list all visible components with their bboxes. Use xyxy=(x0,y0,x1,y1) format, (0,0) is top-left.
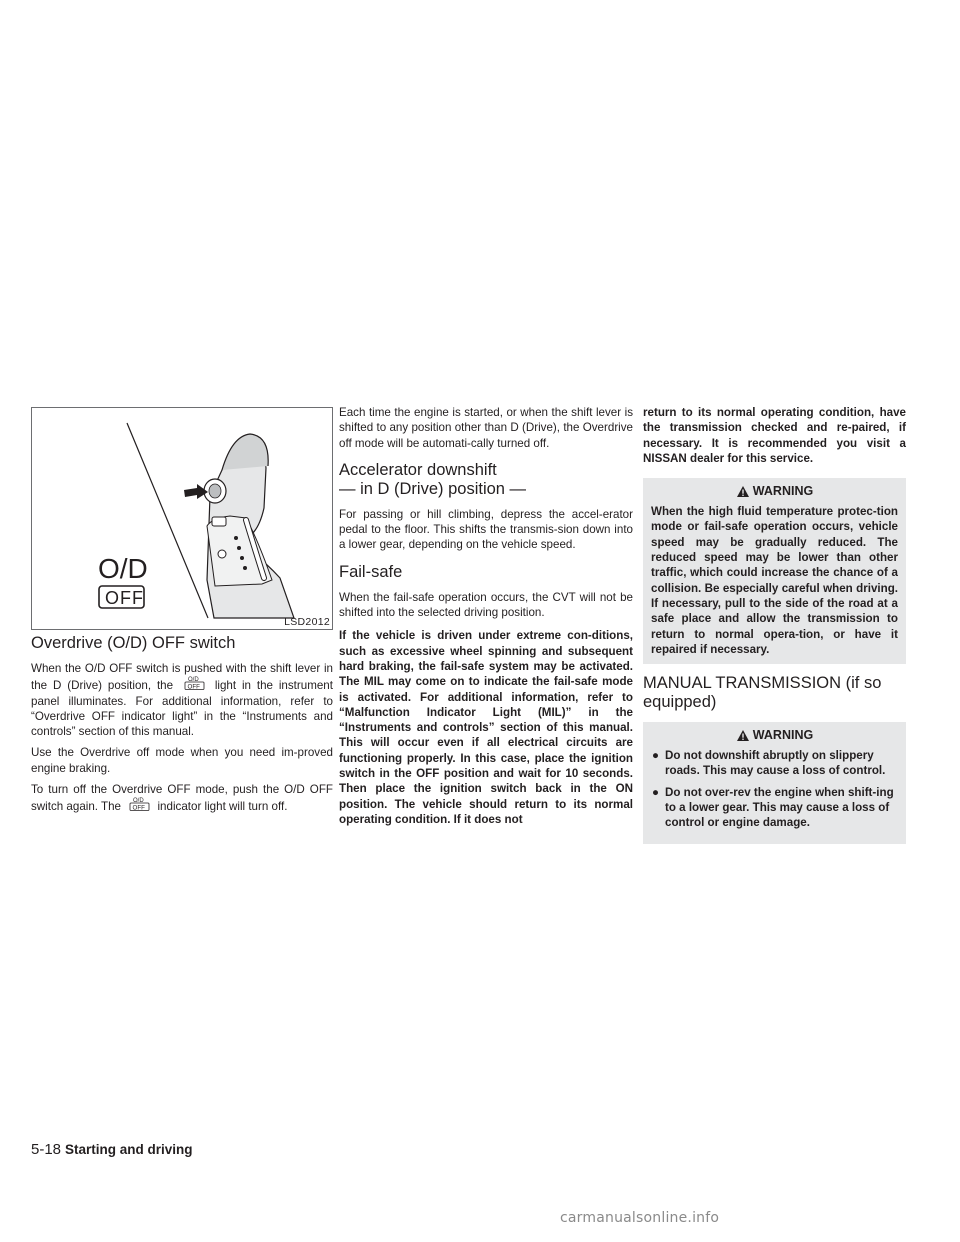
paragraph-return-normal: return to its normal operating condition, have the transmission checked and re-paired, if necessary. It is recommended you visit a NISSAN dealer for this service. xyxy=(643,406,906,465)
warning-box-manual xyxy=(643,722,906,843)
page-footer xyxy=(31,1141,193,1158)
figure-label: LSD2012 xyxy=(284,616,330,628)
heading-od-off-switch: Overdrive (O/D) OFF switch xyxy=(31,634,236,652)
heading-accelerator-downshift: Accelerator downshift — in D (Drive) position — xyxy=(339,460,527,498)
heading-manual-transmission: MANUAL TRANSMISSION (if so equipped) xyxy=(643,674,882,712)
list-item: ● Do not downshift abruptly on slippery roads. This may cause a loss of control. xyxy=(652,749,886,778)
od-off-indicator-icon xyxy=(124,797,154,812)
warning-triangle-icon xyxy=(736,729,750,742)
paragraph-downshift: For passing or hill climbing, depress the accel-erator pedal to the floor. This shifts the transmis-sion down into a lower gear, depending on the vehicle speed. xyxy=(339,507,633,552)
paragraph-od-switch: When the O/D OFF switch is pushed with the shift lever in the D (Drive) position, the O/D OFF light in the instrument panel illuminates. For additional information, refer to “Overdrive OFF indicator light” in the “Instruments and controls” section of this manual. xyxy=(31,662,333,739)
page-number: 5-18 xyxy=(31,1141,62,1158)
paragraph-fail-safe-bold: If the vehicle is driven under extreme con-ditions, such as excessive wheel spinning and subsequent hard braking, the fail-safe system may be activated. The MIL may come on to indicate the fail-safe mode is activated. For additional information, refer to “Malfunction Indicator Light (MIL)” in the “Instruments and controls” section of this manual. This will occur even if all electrical circuits are functioning properly. In this case, place the ignition switch in the OFF position and wait for 10 seconds. Then place the ignition switch back in the ON position. The vehicle should return to its normal operating condition. If it does not xyxy=(339,629,633,826)
svg-text:O/D: O/D xyxy=(133,798,144,805)
switch-label-od: O/D xyxy=(98,553,148,584)
shifter-drawing-icon xyxy=(32,408,332,629)
paragraph-engine-braking: Use the Overdrive off mode when you need im-proved engine braking. xyxy=(31,746,333,775)
warning-text: When the high fluid temperature protec-tion mode or fail-safe operation occurs, vehicle speed may be gradually reduced. The reduced speed may be lower than other traffic, which could increase the chance of a collision. Be especially careful when driving. If necessary, pull to the side of the road at a safe place and allow the transmission to return to normal opera-tion, or have it repaired if necessary. xyxy=(651,505,898,656)
svg-text:O/D: O/D xyxy=(187,677,199,684)
column-middle xyxy=(339,405,633,833)
warning-header: WARNING xyxy=(651,484,898,498)
watermark: carmanualsonline.info xyxy=(560,1210,720,1226)
paragraph-auto-off: Each time the engine is started, or when the shift lever is shifted to any position other than D (Drive), the Overdrive off mode will be automati-cally turned off. xyxy=(339,406,633,450)
warning-triangle-icon xyxy=(736,485,750,498)
warning-list xyxy=(651,748,898,830)
paragraph-fail-safe: When the fail-safe operation occurs, the CVT will not be shifted into the selected driving position. xyxy=(339,590,633,620)
paragraph-turn-off: To turn off the Overdrive OFF mode, push the O/D OFF switch again. The O/D OFF indicator light will turn off. xyxy=(31,783,333,814)
svg-text:OFF: OFF xyxy=(187,683,200,691)
od-off-indicator-icon xyxy=(179,676,209,691)
warning-box-fail-safe xyxy=(643,478,906,664)
column-right xyxy=(643,405,906,854)
svg-text:OFF: OFF xyxy=(132,804,146,812)
list-item: ● Do not over-rev the engine when shift-ing to a lower gear. This may cause a loss of control or engine damage. xyxy=(652,785,894,830)
column-left xyxy=(31,634,333,821)
switch-label-off: OFF xyxy=(105,588,144,608)
section-title: Starting and driving xyxy=(65,1142,193,1157)
gear-shifter-illustration xyxy=(31,407,333,630)
heading-fail-safe: Fail-safe xyxy=(339,562,403,581)
warning-header: WARNING xyxy=(651,728,898,742)
